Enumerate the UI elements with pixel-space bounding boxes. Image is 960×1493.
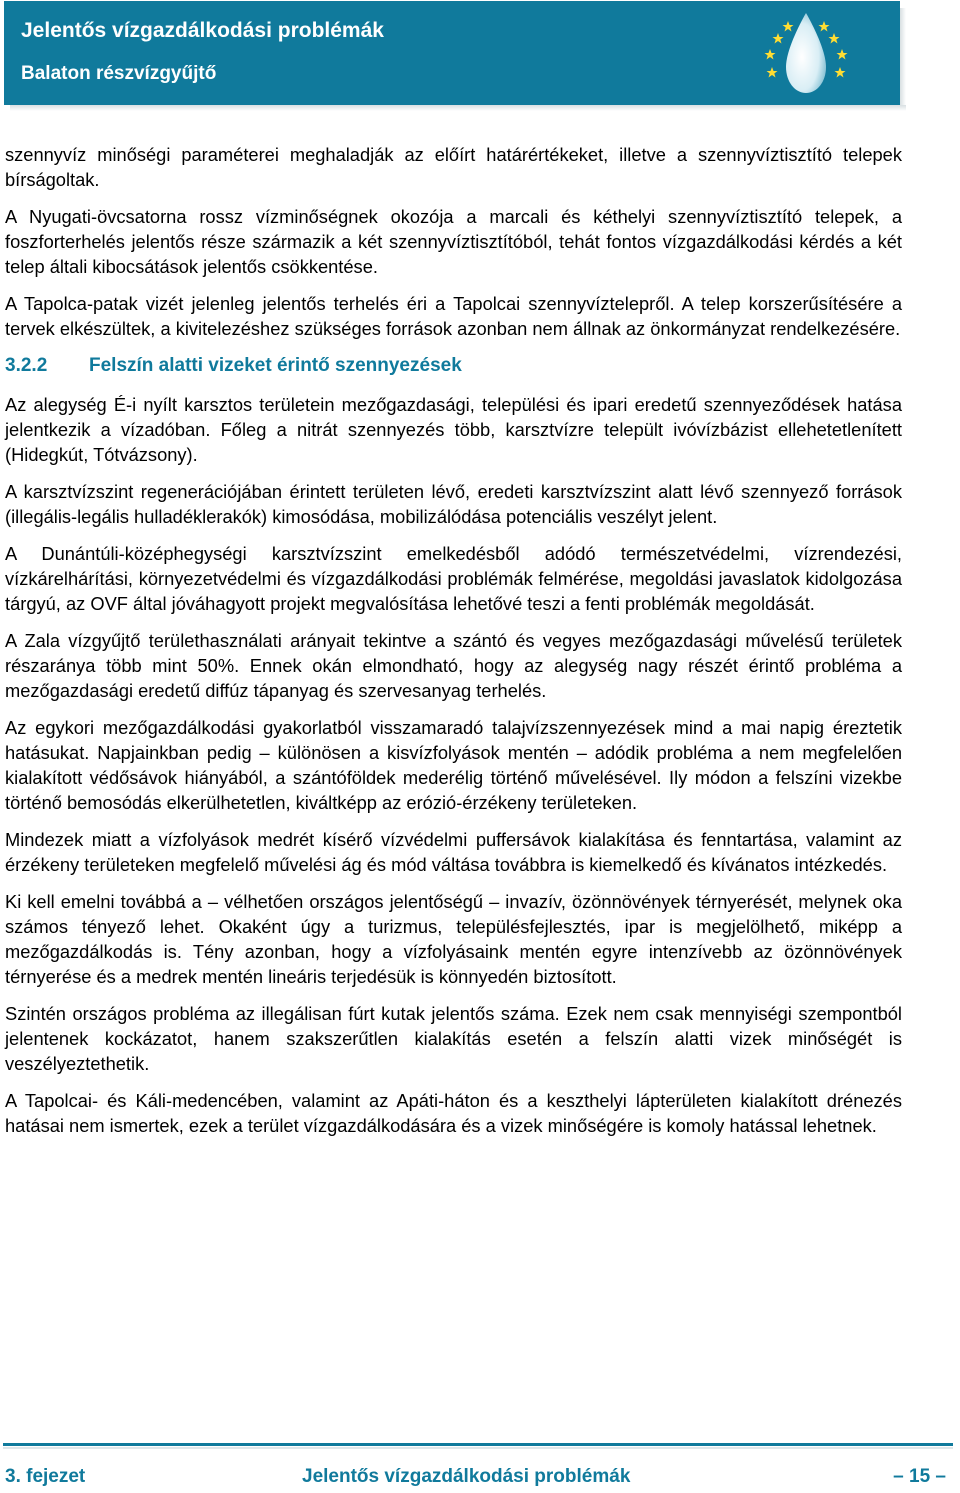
paragraph-10: Ki kell emelni továbbá a – vélhetően országos jelentőségű – invazív, özönnövények térnyerését, melynek oka számos tényező lehet. Okaként úgy a turizmus, településfejlesztés, ipar is megjelölhető, miképp a mezőgazdálkodás is. Tény azonban, hogy a vízfolyásaink mentén egyre intenzívebb az özönnövények térnyerése és a medrek mentén lineáris terjedésük is könnyedén biztosított. (5, 891, 902, 987)
header-subtitle: Balaton részvízgyűjtő (21, 63, 217, 84)
paragraph-12: A Tapolcai- és Káli-medencében, valamint az Apáti-háton és a keszthelyi lápterületen kialakított drénezés hatásai nem ismertek, ezek a terület vízgazdálkodására és a vizek minőségére is komoly hatással lehetnek. (5, 1090, 902, 1136)
water-drop-eu-stars-logo-icon (756, 7, 856, 101)
section-title: Felszín alatti vizeket érintő szennyezések (89, 355, 462, 376)
paragraph-7: A Zala vízgyűjtő területhasználati arányait tekintve a szántó és vegyes mezőgazdasági művelésű területek részaránya több mint 50%. Ennek okán elmondható, hogy az alegység nagy részét érintő probléma a mezőgazdasági eredetű diffúz tápanyag és szervesanyag terhelés. (5, 630, 902, 701)
footer-rule-shadow (3, 1447, 953, 1449)
header-title: Jelentős vízgazdálkodási problémák (21, 19, 384, 42)
paragraph-3: A Tapolca-patak vizét jelenleg jelentős terhelés éri a Tapolcai szennyvíztelepről. A telep korszerűsítésére a tervek elkészültek, a kivitelezéshez szükséges források azonban nem állnak az önkormányzat rendelkezésére. (5, 293, 902, 339)
paragraph-8: Az egykori mezőgazdálkodási gyakorlatból visszamaradó talajvízszennyezések mind a mai napig éreztetik hatásukat. Napjainkban pedig – különösen a kisvízfolyások mentén – adódik probléma a nem megfelelően kialakított védősávok hiányából, a szántóföldek mederélig történő művelésével. Ily módon a felszíni vizekbe történő bemosódás elkerülhetetlen, kiváltképp az erózió-érzékeny területeken. (5, 717, 902, 813)
footer-chapter: 3. fejezet (5, 1466, 86, 1487)
paragraph-1: szennyvíz minőségi paraméterei meghaladják az előírt határértékeket, illetve a szennyvíztisztító telepek bírságoltak. (5, 144, 902, 190)
paragraph-11: Szintén országos probléma az illegálisan fúrt kutak jelentős száma. Ezek nem csak mennyiségi szempontból jelentenek kockázatot, hanem szakszerűtlen kialakítás esetén a felszín alatti vizek minőségét is veszélyeztethetik. (5, 1003, 902, 1074)
footer-rule (3, 1443, 953, 1446)
header-shadow (900, 8, 906, 110)
paragraph-2: A Nyugati-övcsatorna rossz vízminőségnek okozója a marcali és kéthelyi szennyvíztisztító telepek, a foszforterhelés jelentős része származik a két szennyvíztisztítóból, tehát fontos vízgazdálkodási kérdés a két telep általi kibocsátások jelentős csökkentése. (5, 206, 902, 277)
footer-title: Jelentős vízgazdálkodási problémák (302, 1466, 631, 1487)
paragraph-6: A Dunántúli-középhegységi karsztvízszint emelkedésből adódó természetvédelmi, vízrendezési, vízkárelhárítási, környezetvédelmi és vízgazdálkodási problémák felmérése, megoldási javaslatok kidolgozása tárgyú, az OVF által jóváhagyott projekt megvalósítása lehetővé teszi a fenti problémák megoldását. (5, 543, 902, 614)
page-header (4, 1, 900, 105)
paragraph-5: A karsztvízszint regenerációjában érintett területen lévő, eredeti karsztvízszint alatt lévő szennyező források (illegális-legális hulladéklerakók) kimosódása, mobilizálódása potenciális veszélyt jelent. (5, 481, 902, 527)
section-heading (5, 353, 902, 378)
section-number: 3.2.2 (5, 355, 48, 376)
paragraph-9: Mindezek miatt a vízfolyások medrét kísérő vízvédelmi puffersávok kialakítása és fenntartása, valamint az érzékeny területeken megfelelő művelési ág és mód váltása továbbra is kiemelkedő és kívánatos intézkedés. (5, 829, 902, 875)
footer-page-number: – 15 – (893, 1466, 946, 1487)
header-shadow-bottom (10, 105, 906, 111)
paragraph-4: Az alegység É-i nyílt karsztos területein mezőgazdasági, települési és ipari eredetű szennyeződések hatása jelentkezik a vízadóban. Főleg a nitrát szennyezés több, karsztvízre települt ivóvízbázist ellehetetlenített (Hidegkút, Tótvázsony). (5, 394, 902, 465)
page-content (5, 142, 902, 1150)
